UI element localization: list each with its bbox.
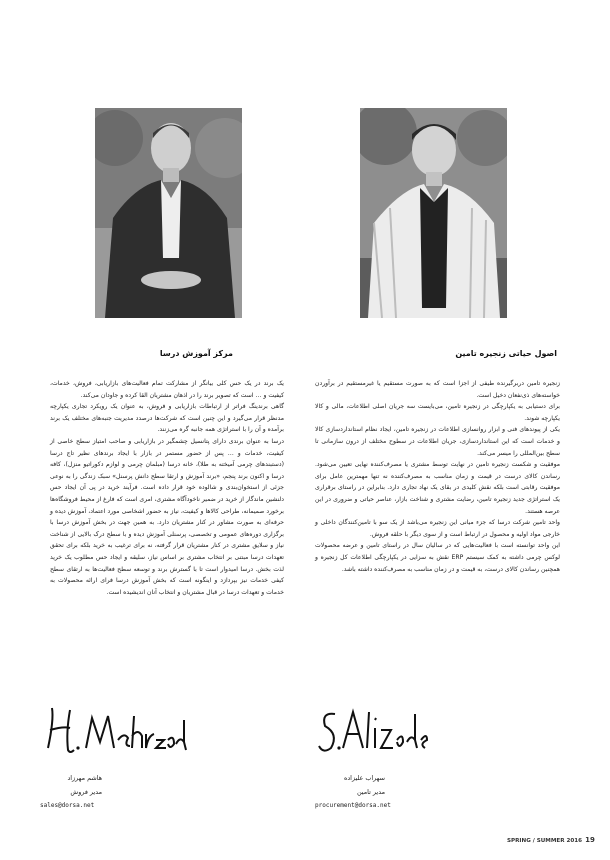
portrait-right-graphic — [360, 108, 507, 318]
paragraph: درسا به عنوان برندی دارای پتانسیل چشمگیر در بازاریابی و صاحب امتیاز سطح خاصی از کیفیت، خدمات و … پس از حضور مستمر در بازار با ایجاد برندهای نظیر تاج درسا (دستبندهای چرمی آمیخته به طلا)، خانه درسا (مبلمان چرمی و لوازم دکوراتیو منزل)، کافه درسا و اکنون برند پنجم، «برند آموزش و ارتقا سطح دانش پرسنل» سبک زندگی را به نوعی جزئی از استخوان‌بندی و شالوده خود قرار داده است. فرآیند خرید در پی آن ایجاد حس دلنشین ماندگار از خرید در ضمیر ناخودآگاه مشتری، امری است که فارغ از محیط فروشگاه‌ها برخورد صمیمانه، طراحی کالاها و کیفیت، نیاز به حضور اشخاصی مورد اعتماد، آموزش دیده و حرفه‌ای به صورت مشاور در کنار مشتریان دارد. به همین جهت در بخش آموزش درسا با برگزاری دوره‌های عمومی و تخصصی، پرسنلی آموزش دیده و با سطح درک بالایی از شناخت نیاز و سلایق مشتری در کنار مشتریان قرار گرفته، نه برای ترغیب به خرید بلکه برای تحقق تعهدات درسا مبتنی بر انتخاب مشتری بر اساس نیاز، سلیقه و ایجاد حس مطلوب یک خرید لذت بخش. درسا امیدوار است تا با گسترش برند و توسعه سطح فعالیت‌ها به ارتقای سطح کیفی خدمات نیز بپردازد و اینگونه است که بخش آموزش درسا فرای ارائه محصولات به خدمات و تعهدات درسا در قبال مشتریان و انتخاب آنان اندیشیده است. — [50, 437, 284, 596]
signature-left — [40, 700, 190, 760]
page-footer — [507, 836, 595, 844]
paragraph: این واحد توانسته است با فعالیت‌هایی که در سالیان سال در راستای تامین و عرضه محصولات لوکس چرمی داشته به کمک سیستم ERP نقش به سزایی در یکپارچگی اطلاعات کل زنجیره و همچنین رساندن کالای درست، به قیمت و در زمان مناسب به مصرف‌کننده داشته باشد. — [315, 542, 560, 573]
person-title: مدیر تامین — [356, 788, 385, 796]
portrait-photo-right — [360, 108, 507, 318]
paragraph: یکی از پیوندهای فنی و ابزار روانسازی اطلاعات در زنجیره تامین، ایجاد نظام استانداردسازی کالا و خدمات است که این استانداردسازی، جریان اطلاعات در سطوح مختلف از درون سازمانی تا سطح بین‌المللی را میسر می‌کند. — [315, 426, 560, 457]
article-left-column — [50, 378, 284, 598]
paragraph: واحد تامین شرکت درسا که جزء میانی این زنجیره می‌باشد از یک سو با تامین‌کنندگان داخلی و خارجی مواد اولیه و محصول در ارتباط است و از سوی دیگر با حلقه فروش. — [315, 519, 560, 538]
person-name: هاشم مهرزاد — [67, 774, 102, 782]
page-number: 19 — [585, 836, 595, 844]
person-left — [40, 771, 102, 813]
article-right-column — [315, 378, 560, 575]
signature-right-graphic — [315, 700, 435, 760]
paragraph: موفقیت و شکست زنجیره تامین در نهایت توسط مشتری یا مصرف‌کننده نهایی تعیین می‌شود. رساندن کالای درست در قیمت و زمان مناسب به مصرف‌کننده نه تنها مهمترین عامل برای موفقیت رقابتی است بلکه نقش کلیدی در بقای یک نهاد تجاری دارد. بنابراین در راستای برقراری یک استراتژی جدید زنجیره تامین، رضایت مشتری و شناخت بازار، عناصر حیاتی و ضروری در این عرصه هستند. — [315, 461, 560, 515]
portrait-left-graphic — [95, 108, 242, 318]
portrait-photo-left — [95, 108, 242, 318]
caption-left: مرکز آموزش درسا — [159, 349, 233, 358]
person-email[interactable]: sales@dorsa.net — [40, 802, 95, 809]
paragraph: یک برند در یک حس کلی بیانگر از مشارکت تمام فعالیت‌های بازاریابی، فروش، خدمات، کیفیت و … است که تصویر برند را در اذهان مشتریان القا کرده و جاودان می‌کند. — [50, 380, 284, 399]
signature-left-graphic — [40, 700, 190, 760]
person-name: سهراب علیزاده — [343, 774, 385, 782]
paragraph: برای دستیابی به یکپارچگی در زنجیره تامین، می‌بایست سه جریان اصلی اطلاعات، مالی و کالا یکپارچه شوند. — [315, 403, 560, 422]
person-title: مدیر فروش — [70, 788, 102, 796]
signature-right — [315, 700, 435, 760]
paragraph: زنجیره تامین دربرگیرنده طیفی از اجزا است که به صورت مستقیم یا غیرمستقیم در برآوردن خواسته‌های ذی‌نفعان دخیل است. — [315, 380, 560, 399]
person-right — [315, 771, 391, 813]
issue-label: SPRING / SUMMER 2016 — [507, 838, 583, 844]
paragraph: گاهی برندینگ فراتر از ارتباطات بازاریابی و فروش، به عنوان یک رویکرد تجاری یکپارچه مدنظر قرار می‌گیرد و این چنین است که شرکت‌ها درصدد مدیریت جنبه‌های مختلف یک برند برآمده و آن را با استراتژی همه جانبه گره می‌زنند. — [50, 403, 284, 434]
caption-right: اصول حیاتی زنجیره تامین — [455, 349, 557, 358]
person-email[interactable]: procurement@dorsa.net — [315, 802, 391, 809]
